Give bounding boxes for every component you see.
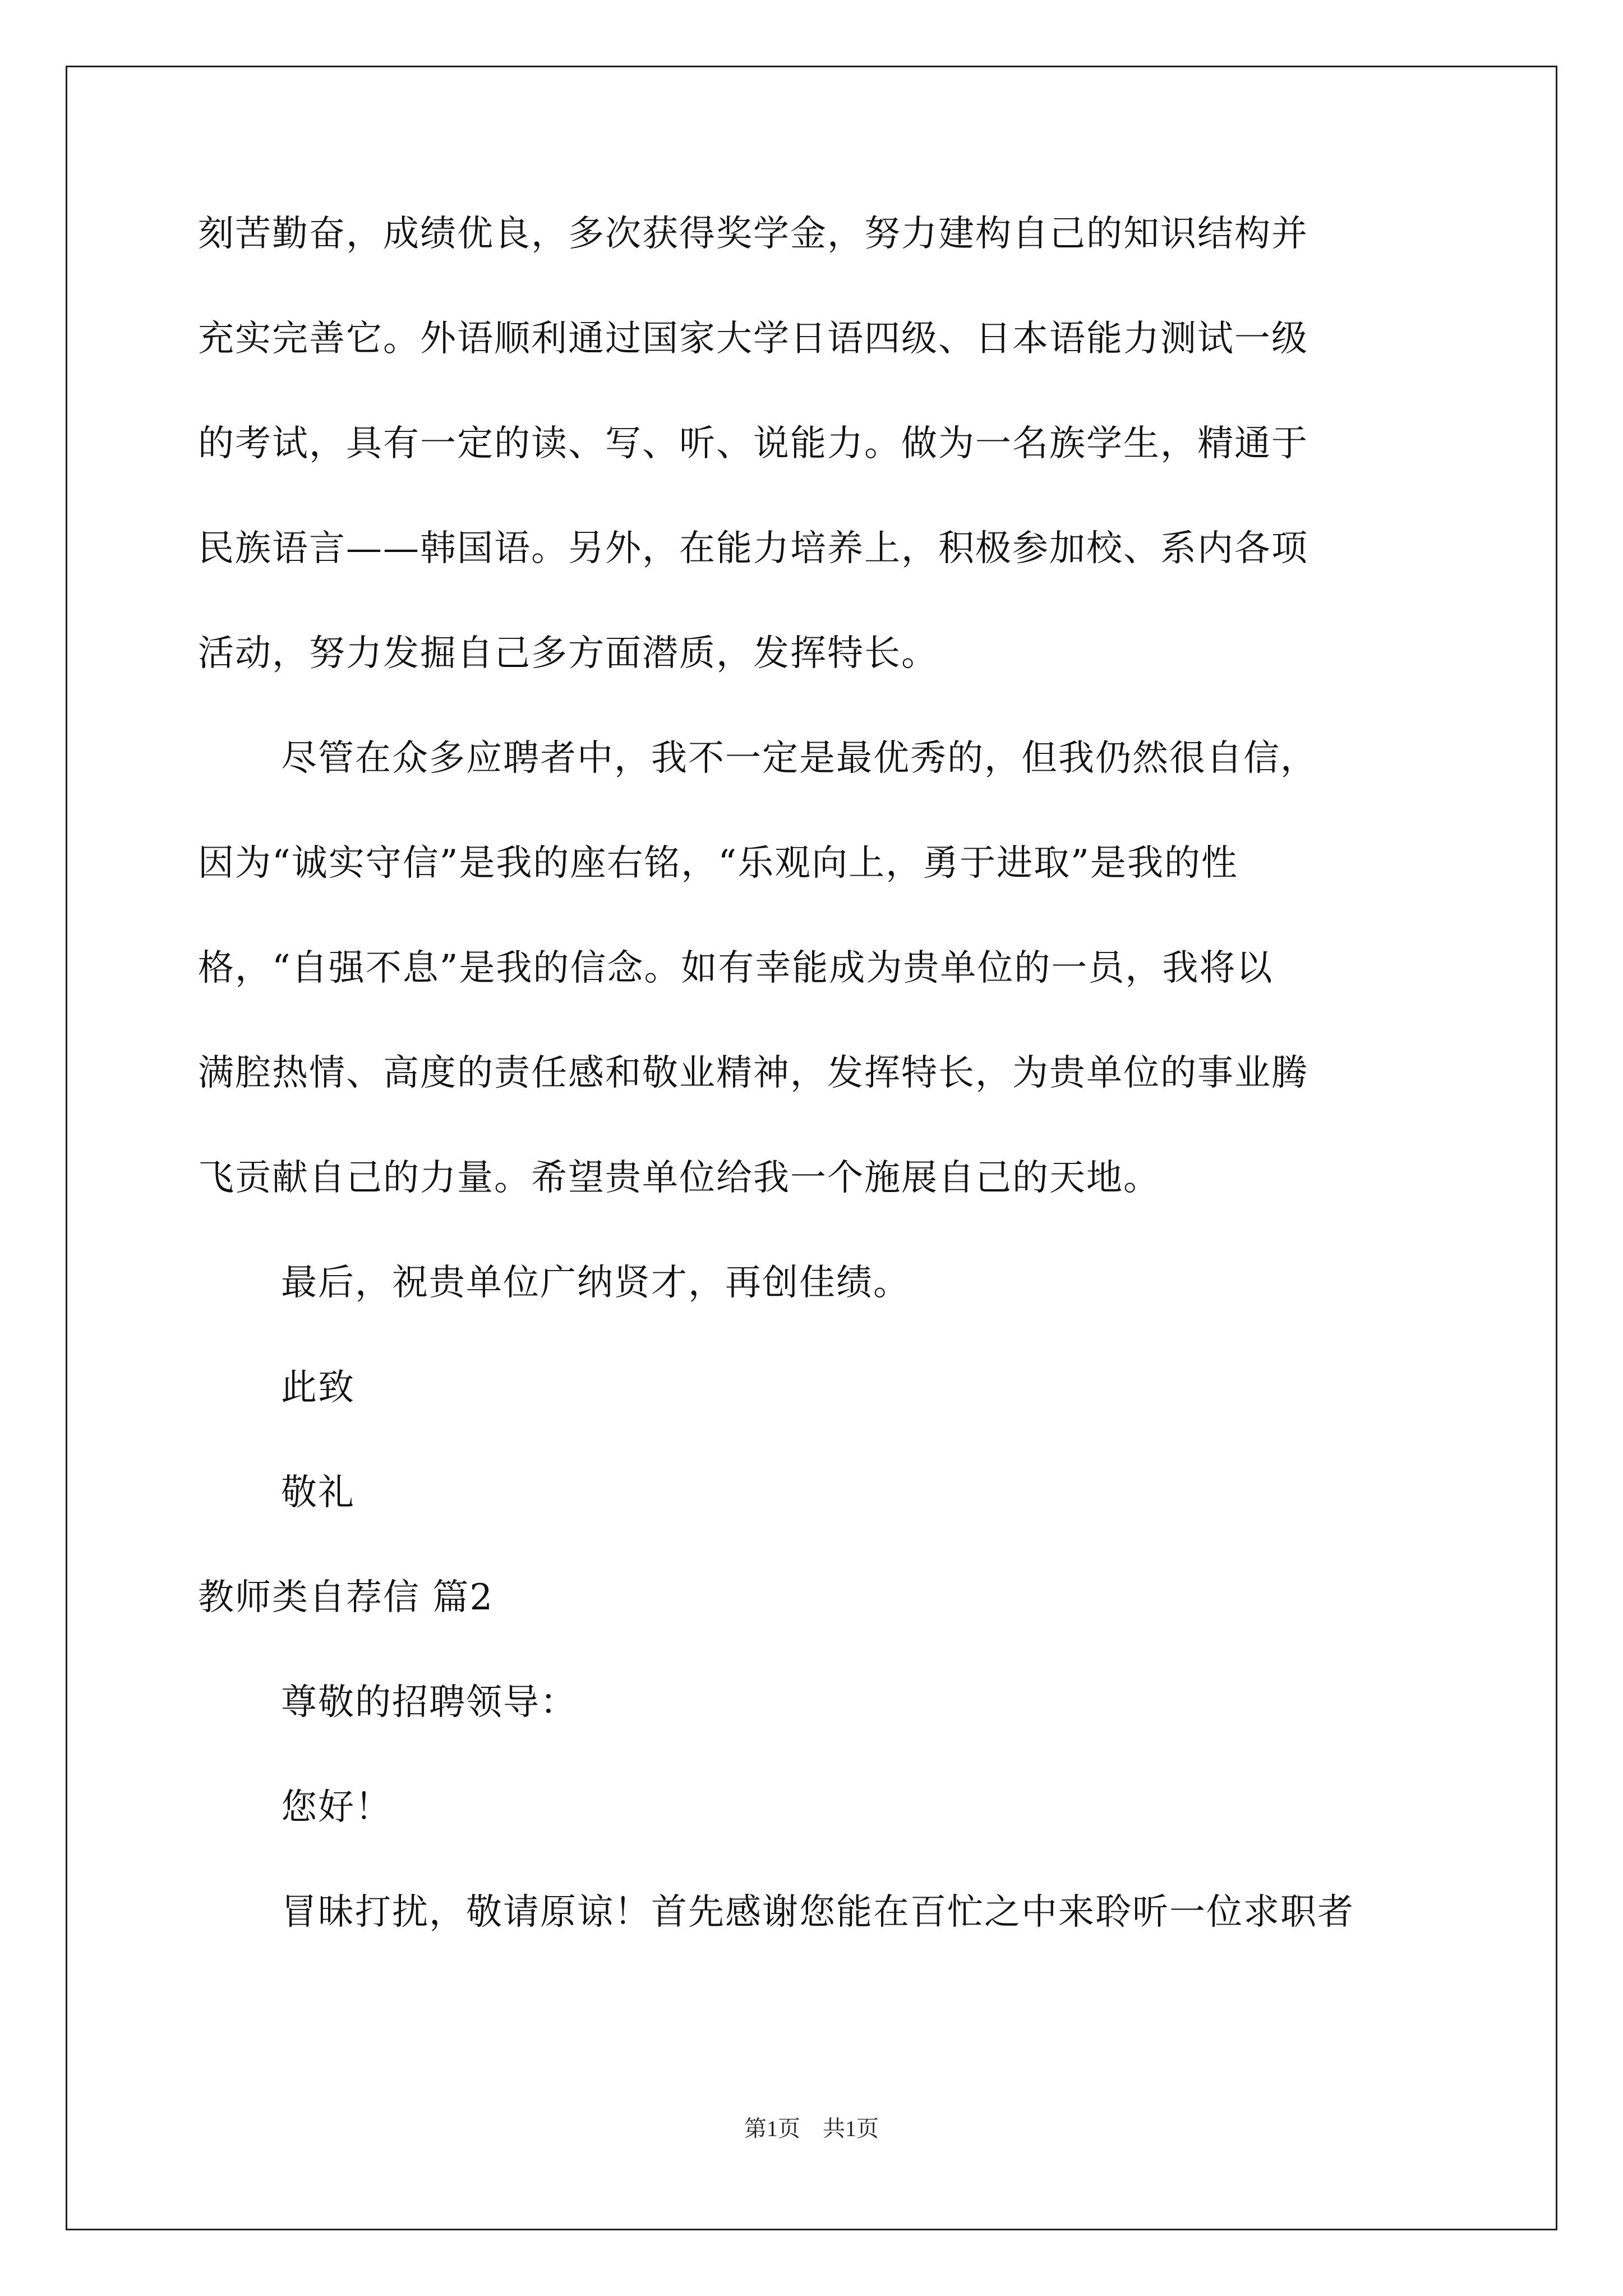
closing-wish: 最后，祝贵单位广纳贤才，再创佳绩。: [281, 1262, 910, 1304]
text-line: 活动，努力发掘自己多方面潜质，发挥特长。: [198, 633, 938, 674]
text-line: 刻苦勤奋，成绩优良，多次获得奖学金，努力建构自己的知识结构并: [198, 213, 1308, 255]
paragraph-start-line: 冒昧打扰，敬请原谅！首先感谢您能在百忙之中来聆听一位求职者: [281, 1892, 1354, 1933]
text-line: 民族语言——韩国语。另外，在能力培养上，积极参加校、系内各项: [198, 528, 1308, 569]
text-line: 充实完善它。外语顺利通过国家大学日语四级、日本语能力测试一级: [198, 318, 1308, 360]
section-heading: 教师类自荐信 篇2: [198, 1577, 494, 1618]
text-line: 的考试，具有一定的读、写、听、说能力。做为一名族学生，精通于: [198, 423, 1308, 464]
greeting: 尊敬的招聘领导：: [281, 1682, 577, 1723]
closing-salutation: 此致: [281, 1367, 355, 1409]
page-number: 第1页 共1页: [744, 2116, 879, 2141]
text-line: 格，“自强不息”是我的信念。如有幸能成为贵单位的一员，我将以: [198, 947, 1274, 989]
greeting: 您好！: [281, 1787, 392, 1828]
paragraph-start-line: 尽管在众多应聘者中，我不一定是最优秀的，但我仍然很自信，: [281, 738, 1317, 779]
text-line: 因为“诚实守信”是我的座右铭，“乐观向上，勇于进取”是我的性: [198, 843, 1238, 884]
text-line: 满腔热情、高度的责任感和敬业精神，发挥特长，为贵单位的事业腾: [198, 1052, 1308, 1094]
closing-salutation: 敬礼: [281, 1472, 355, 1513]
text-line: 飞贡献自己的力量。希望贵单位给我一个施展自己的天地。: [198, 1157, 1160, 1199]
